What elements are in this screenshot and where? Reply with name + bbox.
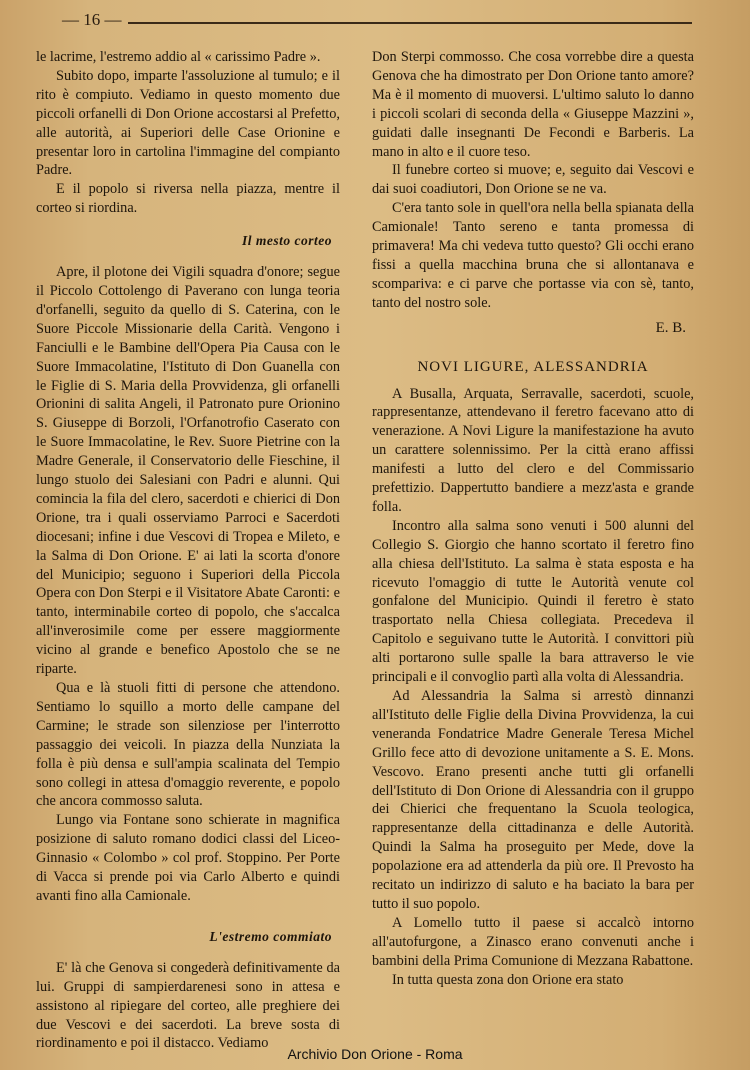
paragraph: Don Sterpi commosso. Che cosa vorrebbe dire a questa Genova che ha dimostrato per Don Orione tanto amore? Ma è il momento di muoversi. L'ultimo saluto lo danno i piccoli scolari di seconda della « Giuseppe Mazzini », guidati dalle insegnanti De Fecondi e Barberis. La mano in alto e il cuore teso. [372, 49, 694, 160]
paragraph: Subito dopo, imparte l'assoluzione al tumulo; e il rito è compiuto. Vediamo in questo momento due piccoli orfanelli di Don Orione accostarsi al Prefetto, alle autorità, ai Superiori delle Case Orionine e presentar loro in cartolina l'immagine del compianto Padre. [36, 67, 340, 179]
section-heading-novi-ligure: NOVI LIGURE, ALESSANDRIA [417, 358, 649, 375]
paragraph: Il funebre corteo si muove; e, seguito dai Vescovi e dai suoi coadiutori, Don Orione se ne va. [372, 162, 694, 198]
paragraph: C'era tanto sole in quell'ora nella bella spianata della Camionale! Tanto sereno e tanta promessa di primavera! Ma chi vedeva tutto questo? Gli occhi erano fissi a quella macchina bruna che si allontanava e scompariva: e ci parve che portasse via con sè, tanto, tanto del nostro sole. [372, 200, 694, 311]
paragraph: E il popolo si riversa nella piazza, mentre il corteo si riordina. [36, 181, 340, 217]
paragraph: le lacrime, l'estremo addio al « carissimo Padre ». [36, 49, 321, 65]
left-column [36, 48, 340, 1053]
archive-footer: Archivio Don Orione - Roma [287, 1046, 463, 1062]
paragraph: Lungo via Fontane sono schierate in magnifica posizione di saluto romano dodici classi del Liceo-Ginnasio « Colombo » col prof. Stoppino. Per Porte di Vacca si prende poi via Carlo Alberto e quindi avanti fino alla Camionale. [36, 812, 340, 904]
page-number: — 16 — [62, 10, 122, 29]
author-signature: E. B. [655, 319, 686, 336]
section-heading-mesto-corteo: Il mesto corteo [242, 233, 332, 249]
paragraph: A Busalla, Arquata, Serravalle, sacerdoti, scuole, rappresentanze, attendevano il feretro facevano atto di venerazione. A Novi Ligure la manifestazione ha avuto un carattere solennissimo. Per la città erano affissi manifesti a lutto del clero e del Commissario prefettizio. Dappertutto bandiere a mezz'asta e grande folla. [372, 385, 694, 515]
section-heading-estremo-commiato: L'estremo commiato [209, 928, 332, 944]
header-rule [128, 22, 692, 24]
paragraph: Apre, il plotone dei Vigili squadra d'onore; segue il Piccolo Cottolengo di Paverano con lunga teoria d'orfanelli, seguito da quello di S. Caterina, con le Suore Piccole Missionarie della Carità. Vengono i Fanciulli e le Bambine dell'Opera Pia Causa con le Suore Immacolatine, l'Istituto di Don Guanella con le Figlie di S. Maria della Provvidenza, gli orfanelli Orionini di salita Angeli, il Patronato pure Orionino S. Giuseppe di Borzoli, l'Orfanotrofio Caserato con le Suore Immacolatine, le Rev. Suore Pietrine con la Madre Generale, il Conservatorio delle Fieschine, il lungo stuolo dei Salesiani con Padri e alunni. Qui comincia la fila del clero, sacerdoti e chierici di Don Orione, tra i quali osserviamo Parroci e Sacerdoti diocesani; infine i due Vescovi di Tropea e Mileto, e la Salma di Don Orione. E' ai lati la scorta d'onore del Municipio; seguono i Superiori della Piccola Opera con Don Sterpi e il Visitatore Abate Caronti: e tanto, interminabile corteo di popolo, che s'accalca all'inverosimile come per essere maggiormente vicino al grande e benefico Apostolo che se ne riparte. [36, 264, 340, 678]
paragraph: E' là che Genova si congederà definitivamente da lui. Gruppi di sampierdarenesi sono in attesa e assistono al ripiegare del corteo, alle preghiere dei due Vescovi e dei sacerdoti. La breve sosta di riordinamento e poi il distacco. Vediamo [36, 959, 340, 1052]
paragraph: In tutta questa zona don Orione era stato [392, 971, 624, 988]
right-column [372, 48, 694, 990]
paragraph: Qua e là stuoli fitti di persone che attendono. Sentiamo lo squillo a morto delle campane del Carmine; le strade son silenziose per l'interrotto passaggio dei veicoli. In piazza della Nunziata la folla è più densa e sull'ampia scalinata del Tempio sono collegi in attesa d'omaggio reverente, e popolo che ancora commosso saluta. [36, 680, 340, 810]
paragraph: Incontro alla salma sono venuti i 500 alunni del Collegio S. Giorgio che hanno scortato il feretro fino alla chiesa dell'Istituto. La salma è stata esposta e ha ricevuto l'omaggio di tutte le Autorità venute col gonfalone del Municipio. Quindi il feretro è stato trasportato nella Chiesa collegiata. Precedeva il Capitolo e seguivano tutte le Autorità. I convittori più alti portarono sulle spalle la bara attraverso le vie principali e il convoglio partì alla volta di Alessandria. [372, 517, 694, 686]
paragraph: A Lomello tutto il paese si accalcò intorno all'autofurgone, a Zinasco erano convenuti anche i bambini della Prima Comunione di Mezzana Rabattone. [372, 914, 694, 969]
paragraph: Ad Alessandria la Salma si arrestò dinnanzi all'Istituto delle Figlie della Divina Provvidenza, la cui veneranda Fondatrice Madre Generale Teresa Michel Grillo fece atto di devozione unitamente a S. E. Mons. Vescovo. Erano presenti anche tutti gli orfanelli dell'Istituto di Don Orione di Alessandria con il gruppo dei Chierici che frequentano la Scuola teologica, rappresentanze della cittadinanza e delle Autorità. Quindi la Salma ha proseguito per Mede, dove la popolazione era ad attenderla da più ore. Il Prevosto ha recitato un indirizzo di saluto e ha baciato la bara per tutto il suo popolo. [372, 688, 694, 912]
